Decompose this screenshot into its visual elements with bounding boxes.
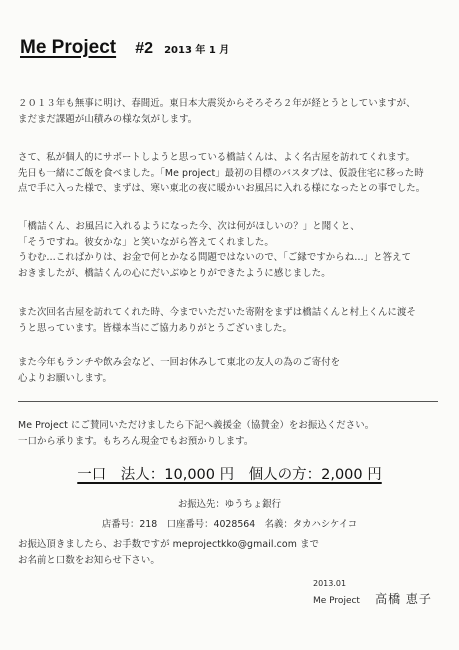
paragraph-intro <box>18 96 443 127</box>
text-line: うむむ…こればかりは、お金で何とかなる問題ではないので、「ご縁ですからね…」と答えて <box>18 252 412 263</box>
text-line: ２０１３年も無事に明け、春間近。東日本大震災からそろそろ２年が経とうとしていますが、 <box>18 98 416 109</box>
bank-payee: お振込先：ゆうちょ銀行 <box>177 499 282 510</box>
text-line: お振込頂きましたら、お手数ですが meprojectkko@gmail.com まで <box>18 539 320 550</box>
paragraph-appeal <box>18 418 443 449</box>
paragraph-conversation <box>18 219 443 281</box>
issue-number: #2 <box>135 40 153 57</box>
text-line: 「橋詰くん、お風呂に入れるようになった今、次は何がほしいの？」と聞くと、 <box>18 221 360 232</box>
signature-name: 高橋 恵子 <box>375 592 432 606</box>
donation-amount <box>0 463 459 484</box>
text-line: また今年もランチや飲み会など、一回お休みして東北の友人の為のご寄付を <box>18 357 341 368</box>
text-line: うと思っています。皆様本当にご協力ありがとうございました。 <box>18 322 293 334</box>
text-line: さて、私が個人的にサポートしようと思っている橋詰くんは、よく名古屋を訪れてくれます。 <box>18 152 416 163</box>
section-divider <box>18 401 438 402</box>
text-line: 心よりお願いします。 <box>18 372 112 384</box>
text-line: おきましたが、橋詰くんの心にだいぶゆとりができたように感じました。 <box>18 267 331 279</box>
paragraph-notice <box>18 537 443 568</box>
newsletter-header <box>20 37 229 59</box>
text-line: 一口から承ります。もちろん現金でもお預かりします。 <box>18 435 254 447</box>
text-line: Me Project にご賛同いただけましたら下記へ義援金（協賛金）をお振込ください。 <box>18 420 375 431</box>
text-line: 「そうですね。彼女かな」と笑いながら答えてくれました。 <box>18 236 274 248</box>
paragraph-request <box>18 355 443 386</box>
bank-account: 店番号：218 口座番号：4028564 名義：タカハシケイコ <box>101 519 358 530</box>
text-line: また次回名古屋を訪れてくれた時、今までいただいた寄附をまずは橋詰くんと村上くんに渡そ <box>18 307 416 318</box>
donation-amount-text: 一口 法人：10,000 円 個人の方：2,000 円 <box>77 467 382 483</box>
signature-date: 2013.01 <box>313 579 347 588</box>
text-line: まだまだ課題が山積みの様な気がします。 <box>18 113 198 125</box>
signature-org: Me Project <box>313 596 360 606</box>
signature-block <box>313 579 432 607</box>
issue-date: 2013 年 1 月 <box>164 45 230 56</box>
newsletter-title: Me Project <box>20 37 117 58</box>
paragraph-donation-report <box>18 305 443 336</box>
paragraph-support <box>18 150 443 197</box>
text-line: お名前と口数をお知らせ下さい。 <box>18 554 160 566</box>
text-line: 先日も一緒にご飯を食べました。「Me project」最初の目標のバスタブは、仮設住宅に移った時 <box>18 167 424 179</box>
text-line: 点で手に入った様で、まずは、寒い東北の夜に暖かいお風呂に入れる様になったとの事でした。 <box>18 183 426 194</box>
